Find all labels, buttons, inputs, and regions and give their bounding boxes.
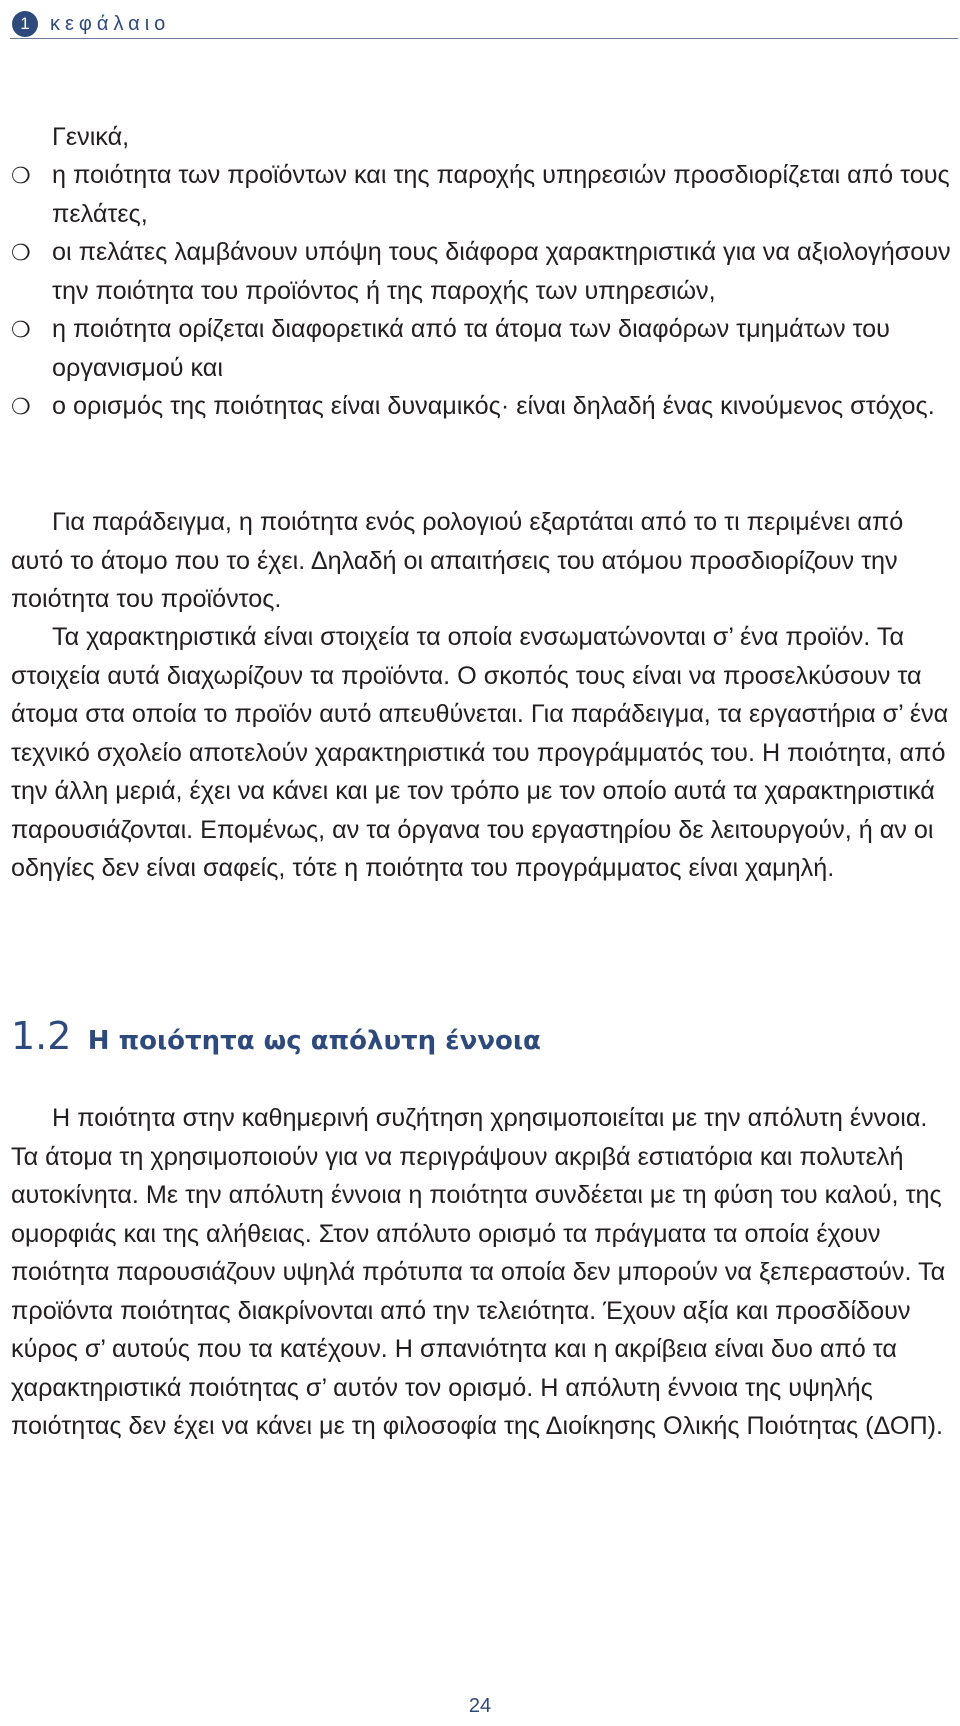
list-item bbox=[11, 387, 957, 426]
chapter-number-badge: 1 bbox=[12, 11, 38, 37]
list-item bbox=[11, 233, 957, 310]
section-title: Η ποιότητα ως απόλυτη έννοια bbox=[87, 1026, 541, 1056]
bullet-text: η ποιότητα ορίζεται διαφορετικά από τα άτομα των διαφόρων τμημάτων του οργανισμού και bbox=[52, 315, 890, 382]
section-heading bbox=[11, 1014, 541, 1063]
chapter-label: κεφάλαιο bbox=[50, 13, 171, 35]
paragraph-characteristics: Τα χαρακτηριστικά είναι στοιχεία τα οποία ενσωματώνονται σ’ ένα προϊόν. Τα στοιχεία αυτά διαχωρίζουν τα προϊόντα. Ο σκοπός τους είναι να προσελκύσουν τα άτομα στα οποία το προϊόν αυτό απευθύνεται. Για παράδειγμα, τα εργαστήρια σ’ ένα τεχνικό σχολείο αποτελούν χαρακτηριστικά του προγράμματός του. Η ποιότητα, από την άλλη μεριά, έχει να κάνει και με τον τρόπο με τον οποίο αυτά τα χαρακτηριστικά παρουσιάζονται. Επομένως, αν τα όργανα του εργαστηρίου δε λειτουργούν, ή αν οι οδηγίες δεν είναι σαφείς, τότε η ποιότητα του προγράμματος είναι χαμηλή. bbox=[11, 623, 949, 882]
bullet-icon: ❍ bbox=[11, 394, 31, 419]
running-header bbox=[10, 8, 958, 39]
section-number: 1.2 bbox=[11, 1014, 72, 1058]
bullet-text: η ποιότητα των προϊόντων και της παροχής υπηρεσιών προσδιορίζεται από τους πελάτες, bbox=[52, 161, 950, 228]
bullet-icon: ❍ bbox=[11, 317, 31, 342]
list-item bbox=[11, 310, 957, 387]
section-body-paragraph: Η ποιότητα στην καθημερινή συζήτηση χρησιμοποιείται με την απόλυτη έννοια. Τα άτομα τη χρησιμοποιούν για να περιγράψουν ακριβά εστιατόρια και πολυτελή αυτοκίνητα. Με την απόλυτη έννοια η ποιότητα συνδέεται με τη φύση του καλού, της ομορφιάς και της αλήθειας. Στον απόλυτο ορισμό τα πράγματα τα οποία έχουν ποιότητα παρουσιάζουν υψηλά πρότυπα τα οποία δεν μπορούν να ξεπεραστούν. Τα προϊόντα ποιότητας διακρίνονται από την τελειότητα. Έχουν αξία και προσδίδουν κύρος σ’ αυτούς που τα κατέχουν. Η σπανιότητα και η ακρίβεια είναι δυο από τα χαρακτηριστικά ποιότητας σ’ αυτόν τον ορισμό. Η απόλυτη έννοια της υψηλής ποιότητας δεν έχει να κάνει με τη φιλοσοφία της Διοίκησης Ολικής Ποιότητας (ΔΟΠ). bbox=[11, 1104, 946, 1440]
bullet-icon: ❍ bbox=[11, 240, 31, 265]
paragraph-example: Για παράδειγμα, η ποιότητα ενός ρολογιού εξαρτάται από το τι περιμένει από αυτό το άτομο που το έχει. Δηλαδή οι απαιτήσεις του ατόμου προσδιορίζουν την ποιότητα του προϊόντος. bbox=[11, 508, 904, 613]
bullet-list bbox=[11, 156, 957, 426]
bullet-icon: ❍ bbox=[11, 163, 31, 188]
bullet-text: οι πελάτες λαμβάνουν υπόψη τους διάφορα χαρακτηριστικά για να αξιολογήσουν την ποιότητα του προϊόντος ή της παροχής των υπηρεσιών, bbox=[52, 238, 951, 305]
page-number: 24 bbox=[468, 1695, 492, 1717]
list-item bbox=[11, 156, 957, 233]
bullet-text: ο ορισμός της ποιότητας είναι δυναμικός· είναι δηλαδή ένας κινούμενος στόχος. bbox=[52, 392, 935, 420]
intro-line: Γενικά, bbox=[52, 123, 130, 151]
